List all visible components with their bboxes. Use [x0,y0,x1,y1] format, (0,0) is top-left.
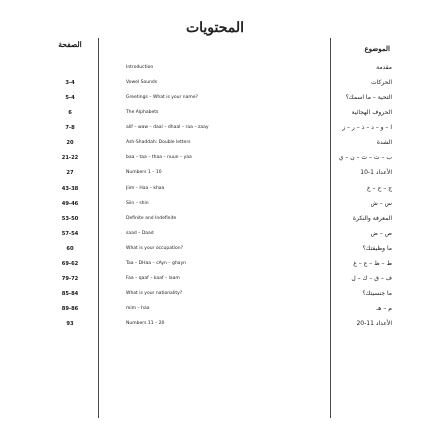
arabic-topic: س – ش [370,200,392,207]
english-topic: Faa – qaaf – kaaf – laam [126,276,180,281]
toc-row [0,318,430,330]
toc-row [0,213,430,225]
toc-row [0,122,430,134]
arabic-topic: الحركات [370,79,392,86]
english-topic: What is your nationality? [126,291,183,296]
arabic-topic: ف – ق – ك – ل [351,275,392,282]
arabic-topic: ما وظيفتك؟ [362,245,392,252]
english-topic: Siin – shin [126,201,149,206]
page-number: 57-54 [61,231,79,237]
arabic-topic: الحروف الهجائية [351,109,392,116]
english-topic: Ash-Shaddah: Double letters [126,140,191,145]
arabic-topic: الشدة [376,139,392,146]
toc-row [0,137,430,149]
toc-row [0,303,430,315]
page-number: 53-50 [61,216,79,222]
arabic-topic: الأعداد 1-10 [360,169,392,176]
english-topic: Definite and Indefinite [126,216,177,221]
english-topic: Numbers 1 – 10 [126,170,162,175]
english-topic: Introduction [126,65,154,70]
arabic-topic: المعرفة والنكرة [352,215,392,222]
english-topic: Jiim – Haa – khaa [126,186,165,191]
arabic-topic: ص – ض [370,230,392,237]
page-number: 49-46 [61,201,79,207]
page-number: 89-86 [61,306,79,312]
toc-row [0,228,430,240]
toc-row [0,288,430,300]
english-topic: alif – waw – daal – dhaal – raa – zaay [126,125,209,130]
page-number: 3-4 [65,80,75,86]
arabic-topic: ج – ح – خ [366,185,392,192]
english-topic: Greetings – What is your name? [126,95,198,100]
english-topic: The Alphabets [126,110,159,115]
toc-row [0,183,430,195]
english-topic: Vowel Sounds [126,80,158,85]
toc-row [0,62,430,74]
english-topic: Numbers 11 – 20 [126,321,165,326]
english-topic: saad – Daad [126,231,154,236]
english-topic: mim – haa [126,306,150,311]
arabic-topic: ب – ت – ث – ن – ي [338,154,392,161]
page-number: 93 [66,321,74,327]
page-number: 21-22 [61,155,79,161]
english-topic: What is your occupation? [126,246,184,251]
page-number: 20 [66,140,74,146]
english-topic: baa – taa – thaa – nuun – yaa [126,155,192,160]
page-number: 79-72 [61,276,79,282]
page-number: 43-38 [61,186,79,192]
arabic-topic: التحية – ما اسمك؟ [345,94,392,101]
toc-row [0,273,430,285]
page-number: 7-8 [65,125,75,131]
toc-row [0,92,430,104]
page-number: 85-84 [61,291,79,297]
subject-column-header: الموضوع [364,44,390,53]
toc-row [0,198,430,210]
arabic-topic: ا – و – د – ذ – ر – ز [342,124,392,131]
toc-row [0,167,430,179]
toc-row [0,258,430,270]
page-number: 6 [68,110,72,116]
arabic-topic: الأعداد 11-20 [356,320,392,327]
arabic-topic: ط – ظ – ع – غ [353,260,392,267]
page-number: 27 [66,170,74,176]
arabic-topic: م – هـ [376,305,392,312]
toc-row [0,77,430,89]
page-title: المحتويات [185,20,245,36]
page-number: 69-62 [61,261,79,267]
arabic-topic: مقدمة [376,64,392,71]
toc-row [0,107,430,119]
english-topic: Taa – DHaa – cAyn – ghayn [126,261,186,266]
page-number: 5-4 [65,95,75,101]
page-column-header: الصفحة [58,40,82,49]
arabic-topic: ما جنسيتك؟ [362,290,392,297]
toc-row [0,152,430,164]
page-number: 60 [66,246,74,252]
toc-row [0,243,430,255]
